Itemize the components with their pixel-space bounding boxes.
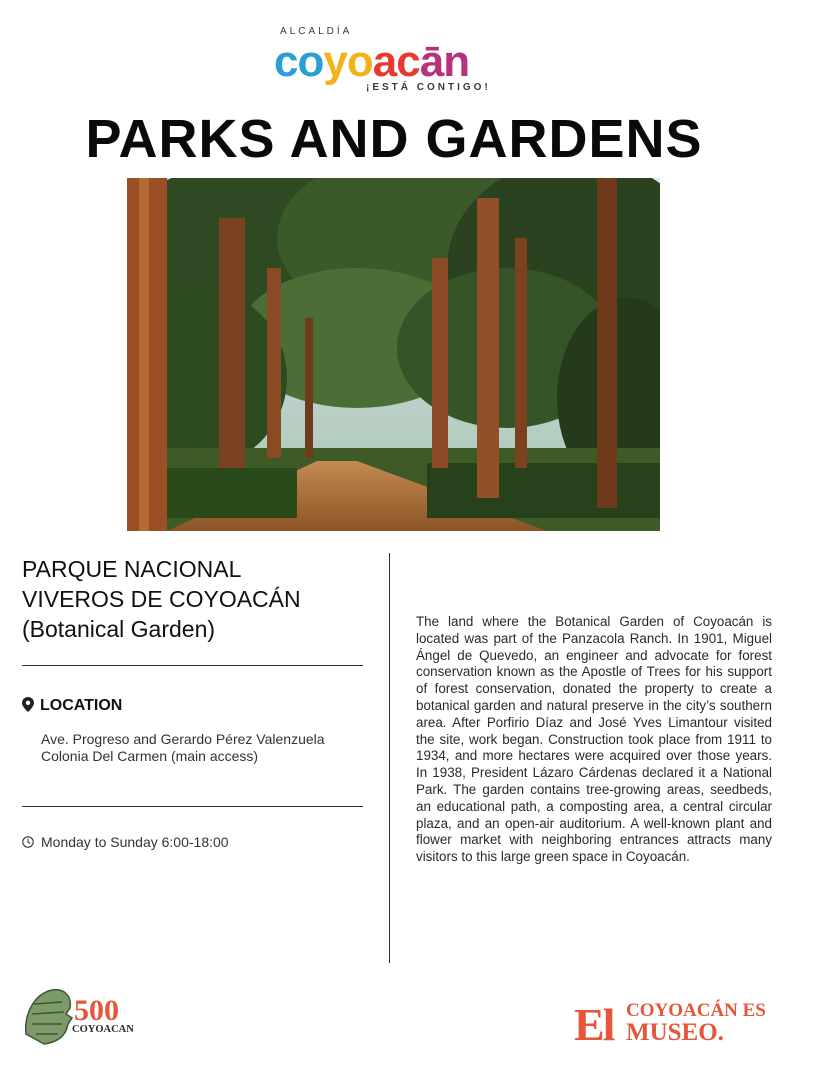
logo-letter: n [443,37,470,86]
logo-letter: a [372,37,397,86]
description-paragraph: The land where the Botanical Garden of Coyoacán is located was part of the Panzacola Ranch. In 1901, Miguel Ángel de Quevedo, an engineer and advocate for forest conservation known as the Apostle of Trees for his support of forest conservation, donated the property to create a botanical garden and natural preserve in the city’s southern area. After Porfirio Díaz and José Yves Limantour visited the site, work began. Construction took place from 1911 to 1934, and more hectares were acquired over those years. In 1938, President Lázaro Cárdenas declared it a National Park. The garden contains tree-growing areas, seedbeds, an educational path, a composting area, a central circular plaza, and an open-air auditorium. A well-known plant and flower market with neighboring entrances attracts many visitors to this large green space in Coyoacán. [416,614,772,865]
logo-letter: c [274,37,298,86]
tree-avenue-photo [127,178,660,531]
place-name-line3: (Botanical Garden) [22,616,216,642]
place-name [22,554,382,644]
coyoacan-es-museo-logo [574,996,784,1046]
location-heading [22,697,122,715]
place-name-line2: VIVEROS DE COYOACÁN [22,586,301,612]
logo-wordmark [274,36,469,88]
museo-line1: COYOACÁN ES [626,1000,766,1021]
opening-hours-text: Monday to Sunday 6:00-18:00 [41,834,229,850]
address-line-1: Ave. Progreso and Gerardo Pérez Valenzuela [41,731,325,747]
logo-500-text: COYOACAN [72,1024,134,1035]
logo-letter: ā [419,37,444,86]
coyoacan-500-logo [22,984,142,1050]
alcaldia-coyoacan-logo [250,22,550,94]
logo-letter: o [297,37,324,86]
logo-letter: c [396,37,420,86]
column-divider [389,553,390,963]
page-title: PARKS AND GARDENS [85,109,703,169]
coyote-head-icon [26,990,72,1044]
logo-alcaldia-text: ALCALDÍA [280,26,353,37]
logo-letter: y [323,37,347,86]
location-heading-text: LOCATION [40,697,123,714]
clock-icon [22,836,34,848]
logo-letter: o [346,37,373,86]
location-pin-icon [22,697,34,712]
opening-hours [22,834,229,850]
museo-line2: MUSEO. [626,1019,724,1046]
logo-500-number: 500 [74,994,119,1027]
place-name-line1: PARQUE NACIONAL [22,556,242,582]
address-line-2: Colonia Del Carmen (main access) [41,748,259,764]
divider-rule [22,806,363,807]
museo-el-text: El [574,999,614,1046]
divider-rule [22,665,363,666]
logo-tagline: ¡ESTÁ CONTIGO! [366,82,491,93]
